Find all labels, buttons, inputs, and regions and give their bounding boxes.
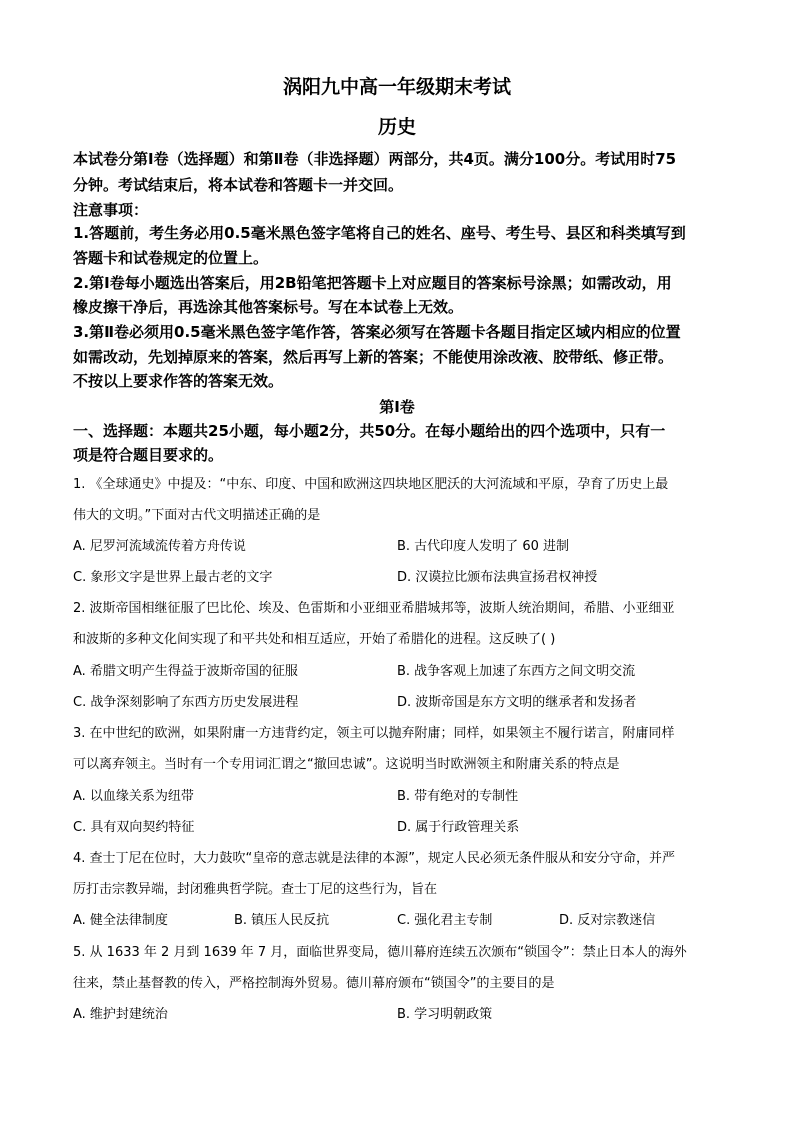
question-2-option-c: C. 战争深刻影响了东西方历史发展进程 (73, 695, 299, 710)
section-desc-line-1: 一、选择题：本题共25小题，每小题2分，共50分。在每小题给出的四个选项中，只有一 (73, 422, 666, 440)
question-4-option-b: B. 镇压人民反抗 (234, 913, 330, 928)
exam-title: 涡阳九中高一年级期末考试 (282, 76, 511, 98)
question-1-option-a: A. 尼罗河流域流传着方舟传说 (73, 539, 246, 554)
question-4-option-c: C. 强化君主专制 (397, 913, 493, 928)
question-3-option-d: D. 属于行政管理关系 (397, 820, 520, 835)
question-5-stem-line-1: 5. 从 1633 年 2 月到 1639 年 7 月，面临世界变局，德川幕府连续五次颁布“锁国令”：禁止日本人的海外 (73, 945, 687, 960)
question-1-stem-line-2: 伟大的文明。”下面对古代文明描述正确的是 (73, 508, 321, 523)
intro-line-1: 本试卷分第Ⅰ卷（选择题）和第Ⅱ卷（非选择题）两部分，共4页。满分100分。考试用时75 (73, 150, 677, 168)
question-2-option-a: A. 希腊文明产生得益于波斯帝国的征服 (73, 664, 298, 679)
question-4-option-d: D. 反对宗教迷信 (559, 913, 656, 928)
question-2-stem-line-2: 和波斯的多种文化间实现了和平共处和相互适应，开始了希腊化的进程。这反映了( ) (73, 632, 556, 647)
question-4-option-a: A. 健全法律制度 (73, 913, 168, 928)
notice-1-line-1: 1.答题前，考生务必用0.5毫米黑色签字笔将自己的姓名、座号、考生号、县区和科类填写到 (73, 224, 686, 242)
intro-line-2: 分钟。考试结束后，将本试卷和答题卡一并交回。 (73, 176, 404, 194)
section-desc-line-2: 项是符合题目要求的。 (73, 446, 224, 464)
question-5-option-b: B. 学习明朝政策 (397, 1007, 493, 1022)
question-5-stem-line-2: 往来，禁止基督教的传入，严格控制海外贸易。德川幕府颁布“锁国令”的主要目的是 (73, 976, 555, 991)
question-2-stem-line-1: 2. 波斯帝国相继征服了巴比伦、埃及、色雷斯和小亚细亚希腊城邦等，波斯人统治期间，希腊、小亚细亚 (73, 601, 675, 616)
question-1-option-d: D. 汉谟拉比颁布法典宣扬君权神授 (397, 570, 598, 585)
question-3-stem-line-2: 可以离弃领主。当时有一个专用词汇谓之“撤回忠诚”。这说明当时欧洲领主和附庸关系的特点是 (73, 757, 620, 772)
question-3-option-b: B. 带有绝对的专制性 (397, 789, 519, 804)
section-title: 第Ⅰ卷 (379, 398, 415, 416)
question-3-option-a: A. 以血缘关系为纽带 (73, 789, 194, 804)
question-1-option-c: C. 象形文字是世界上最古老的文字 (73, 570, 273, 585)
subject-title: 历史 (377, 116, 416, 138)
notice-1-line-2: 答题卡和试卷规定的位置上。 (73, 249, 269, 267)
question-3-option-c: C. 具有双向契约特征 (73, 820, 195, 835)
question-4-stem-line-1: 4. 查士丁尼在位时，大力鼓吹“皇帝的意志就是法律的本源”，规定人民必须无条件服从和安分守命，并严 (73, 851, 676, 866)
notice-3-line-3: 不按以上要求作答的答案无效。 (73, 372, 284, 390)
question-1-option-b: B. 古代印度人发明了 60 进制 (397, 539, 569, 554)
notice-3-line-2: 如需改动，先划掉原来的答案，然后再写上新的答案；不能使用涂改液、胶带纸、修正带。 (73, 348, 674, 366)
question-5-option-a: A. 维护封建统治 (73, 1007, 168, 1022)
notice-title: 注意事项： (73, 201, 149, 219)
question-4-stem-line-2: 厉打击宗教异端，封闭雅典哲学院。查士丁尼的这些行为，旨在 (73, 882, 438, 897)
question-3-stem-line-1: 3. 在中世纪的欧洲，如果附庸一方违背约定，领主可以抛弃附庸；同样，如果领主不履行诺言，附庸同样 (73, 726, 675, 741)
notice-3-line-1: 3.第Ⅱ卷必须用0.5毫米黑色签字笔作答，答案必须写在答题卡各题目指定区域内相应的位置 (73, 323, 681, 341)
question-1-stem-line-1: 1. 《全球通史》中提及：“中东、印度、中国和欧洲这四块地区肥沃的大河流域和平原，孕育了历史上最 (73, 477, 669, 492)
question-2-option-d: D. 波斯帝国是东方文明的继承者和发扬者 (397, 695, 637, 710)
question-2-option-b: B. 战争客观上加速了东西方之间文明交流 (397, 664, 636, 679)
notice-2-line-1: 2.第Ⅰ卷每小题选出答案后，用2B铅笔把答题卡上对应题目的答案标号涂黑；如需改动，用 (73, 274, 672, 292)
notice-2-line-2: 橡皮擦干净后，再选涂其他答案标号。写在本试卷上无效。 (73, 298, 464, 316)
